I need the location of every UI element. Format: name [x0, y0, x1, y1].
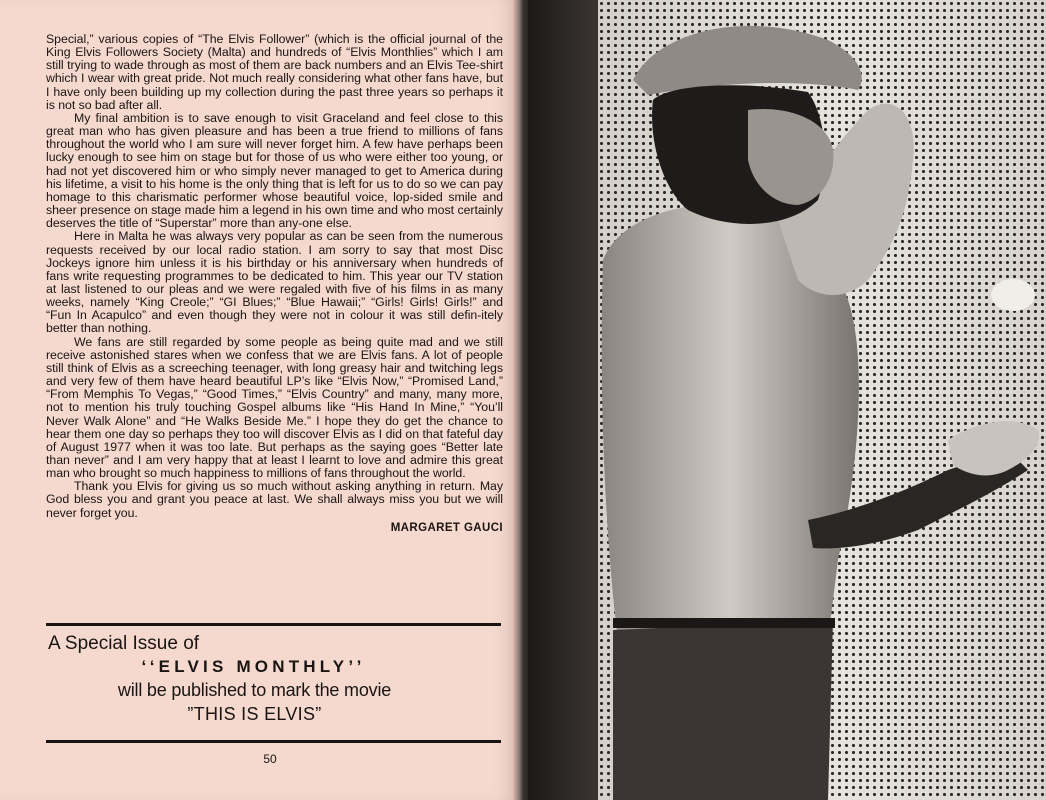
paragraph-5: Thank you Elvis for giving us so much without asking anything in return. May God bless you and grant you peace at last. We shall always miss you but we will never forget you. [46, 479, 503, 520]
ad-rule-top [46, 623, 501, 626]
author-signature: MARGARET GAUCI [390, 521, 503, 534]
article-body [46, 33, 503, 535]
page-number: 50 [263, 752, 277, 766]
ad-magazine-title: ‘‘ELVIS MONTHLY’’ [141, 657, 366, 676]
trousers-shape [613, 620, 833, 800]
dark-background-band [528, 0, 598, 800]
hat-shape [633, 26, 862, 95]
ad-line-1: A Special Issue of [48, 633, 200, 654]
paragraph-1: Special,” various copies of “The Elvis Follower” (which is the official journal of the King Elvis Followers Society (Malta) and hundreds of “Elvis Monthlies” which I am still trying to wade through as most of them are back numbers and an Elvis Tee-shirt which I wear with great pride. Not much really considering what other fans have, but I have only been building up my collection during the past three years so perhaps it is not so bad after all. [46, 32, 503, 112]
photo-page [528, 0, 1046, 800]
performer-photo [528, 0, 1046, 800]
ad-movie-title: ”THIS IS ELVIS” [187, 704, 322, 724]
special-issue-ad [46, 632, 501, 726]
page-gutter [512, 0, 528, 800]
ad-line-3: will be published to mark the movie [117, 680, 392, 700]
ad-rule-bottom [46, 740, 501, 743]
left-page [0, 0, 520, 800]
paragraph-3: Here in Malta he was always very popular as can be seen from the numerous requests received by our local radio station. I am sorry to say that most Disc Jockeys ignore him unless it is his birthday or his anniversary when hundreds of fans write requesting programmes to be dedicated to him. This year our TV station at last listened to our pleas and we were regaled with five of his films in as many weeks, namely “King Creole;” “GI Blues;” “Blue Hawaii;” “Girls! Girls! Girls!” and “Fun In Acapulco” and even though they were not in colour it was still defin-itely better than nothing. [46, 229, 503, 336]
belt-shape [613, 618, 835, 628]
paragraph-4: We fans are still regarded by some people as being quite mad and we still receive astonished stares when we confess that we are Elvis fans. A lot of people still think of Elvis as a screeching teenager, with long greasy hair and twitching legs and very few of them have heard beautiful LP’s like “Elvis Now,” “Promised Land,” “From Memphis To Vegas,” “Good Times,” “Elvis Country” and many, many more, not to mention his truly touching Gospel albums like “His Hand In Mine,” “You’ll Never Walk Alone” and “He Walks Beside Me.” I hope they do get the chance to hear them one day so perhaps they too will discover Elvis as I did on that fateful day of August 1977 when it was too late. But perhaps as the saying goes “Better late than never” and I am very happy that at least I learnt to love and admire this great man who brought so much happiness to millions of fans throughout the world. [46, 334, 503, 481]
light-object-shape [991, 279, 1035, 311]
paragraph-2: My final ambition is to save enough to visit Graceland and feel close to this great man who has given pleasure and has been a true friend to millions of fans throughout the world who I am sure will never forget him. A few have perhaps been lucky enough to see him on stage but for those of us who were either too young, or had not yet discovered him or who simply never managed to get to America during his lifetime, a visit to his home is the only thing that is left for us to do so we can pay homage to this charismatic performer whose beautiful voice, lop-sided smile and sheer presence on stage made him a legend in his own time and who most certainly deserves the title of “Superstar” more than any-one else. [46, 110, 503, 231]
